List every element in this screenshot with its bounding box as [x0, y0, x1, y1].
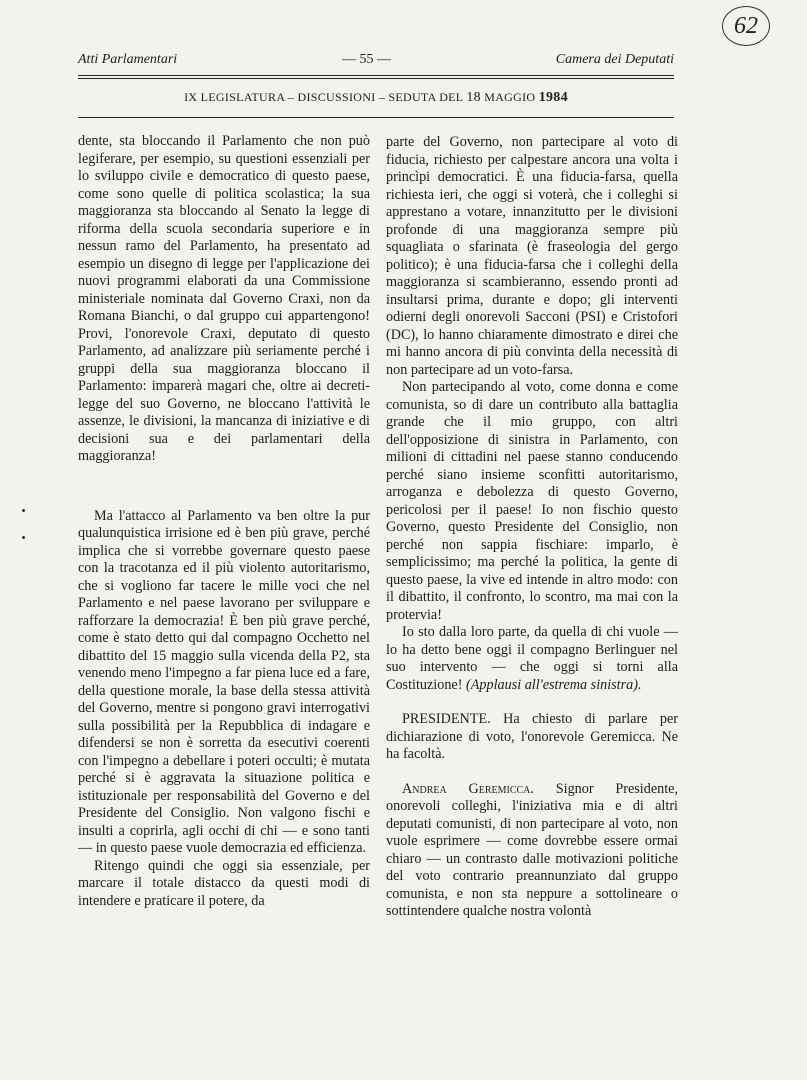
left-paragraph-1: dente, sta bloccando il Parlamento che non può legiferare, per esempio, su questioni essenziali per lo sviluppo civile e democratico di questo paese, come sono quelle di politica scolastica; la sua maggioranza sta bloccando al Senato la legge di riforma della scuola secondaria superiore e in nessun ramo del Parlamento, ha presentato ad esempio un disegno di legge per l'applicazione dei nuovi programmi elaborati da una Commissione ministeriale nominata dal Governo Craxi, non da Romana Bianchi, o dal gruppo cui appartengono! Provi, l'onorevole Craxi, deputato di questo Parlamento, ad analizzare più seriamente perché i gruppi della sua maggioranza bloccano il Parlamento: imparerà magari che, oltre ai decreti-legge del suo Governo, ne bloccano l'attività le assenze, le divisioni, la mancanza di iniziative e di decisioni sua e dei parlamentari della maggioranza!: [78, 133, 370, 464]
session-day: 18: [466, 90, 481, 105]
session-year: 1984: [538, 90, 568, 105]
right-paragraph-3: [386, 624, 678, 694]
right-paragraph-3-text: Io sto dalla loro parte, da quella di chi vuole — lo ha detto bene oggi il compagno Berlinguer nel suo intervento — che oggi si torni alla Costituzione!: [386, 624, 678, 693]
president-statement: PRESIDENTE. Ha chiesto di parlare per dichiarazione di voto, l'onorevole Geremicca. Ne ha facoltà.: [386, 711, 678, 762]
page-header: [78, 52, 674, 68]
margin-speck: [22, 509, 25, 512]
session-rule: [78, 117, 674, 118]
right-paragraph-2: Non partecipando al voto, come donna e come comunista, so di dare un contributo alla battaglia grande che il mio gruppo, con altri dell'opposizione di sinistra in Parlamento, con milioni di cittadini nel paese stanno conducendo perché siano insieme sconfitti autoritarismo, arroganza e debolezza di questo Governo, pericolosi per il paese! Io non fischio questo Governo, questo Presidente del Consiglio, non perché non sappia fischiare: imparlo, è semplicissimo; ma perché la politica, la gente di questo paese, la vive ed intende in altro modo: con il dibattito, il confronto, lo scontro, ma mai con la protervia!: [386, 379, 678, 623]
right-paragraph-1: parte del Governo, non partecipare al voto di fiducia, richiesto per calpestare ancora una volta i princìpi democratici. È una fiducia-farsa, quella richiesta ieri, che oggi si voterà, che i colleghi si apprestano a votare, innanzitutto per le divisioni profonde di una maggioranza sempre più squagliata o sfarinata (è fraseologia del gergo politico); è una fiducia-farsa che i colleghi della maggioranza si scambieranno, essendo pronti ad insultarsi prima, durante e dopo; gli interventi odierni degli onorevoli Sacconi (PSI) e Cristofori (DC), lo hanno chiaramente dimostrato e direi che mi hanno ancora di più convinta della necessità di non partecipare ad un voto-farsa.: [386, 134, 678, 378]
margin-speck: [22, 536, 25, 539]
header-rule-top: [78, 75, 674, 76]
left-paragraph-3: Ritengo quindi che oggi sia essenziale, per marcare il totale distacco da questi modi di intendere e praticare il potere, da: [78, 857, 370, 909]
left-column: [78, 133, 370, 910]
header-left: Atti Parlamentari: [78, 52, 178, 67]
session-month: MAGGIO: [484, 90, 536, 104]
speaker-text: Signor Presidente, onorevoli colleghi, l'iniziativa mia e di altri deputati comunisti, di non partecipare al voto, non vuole esprimere — come dovrebbe essere ormai chiaro — un contrasto dalle motivazioni politiche del voto contrario preannunziato dal gruppo comunista, e non sta neppure a sottolineare o sottintendere qualche nostra volontà: [386, 780, 679, 919]
applause-note: (Applausi all'estrema sinistra).: [466, 676, 642, 693]
session-prefix: IX LEGISLATURA – DISCUSSIONI – SEDUTA DEL: [184, 90, 463, 104]
header-rule-bottom: [78, 78, 674, 79]
header-page-number: — 55 —: [341, 52, 391, 67]
left-paragraph-2: Ma l'attacco al Parlamento va ben oltre la pur qualunquistica irrisione ed è ben più grave, perché implica che si vorrebbe governare questo paese con la tracotanza ed il più violento autoritarismo, che si vogliono far tacere le mille voci che nel Parlamento e nel paese lavorano per sviluppare e rafforzare la democrazia! È ben più grave perché, come è stato detto qui dal compagno Occhetto nel dibattito del 15 maggio sulla vicenda della P2, sta venendo meno l'impegno a far piena luce ed a fare, della questione morale, la base della stessa attività del Governo, mentre si pongono gravi interrogativi sulla possibilità per la Repubblica di indagare e difendersi se non è sorretta da esecutivi coerenti con l'impegno a debellare i poteri occulti; è mutata perché si è aggravata la situazione politica e istituzionale per responsabilità del Governo e del Presidente del Consiglio. Non valgono fischi e insulti a coprirla, agli occhi di chi — e sono tanti — in questo paese vuole democrazia ed efficienza.: [78, 507, 370, 856]
speaker-paragraph: [386, 781, 678, 921]
speaker-name: Andrea Geremicca.: [402, 780, 534, 797]
handwritten-page-stamp: 62: [722, 6, 770, 46]
right-column: [386, 134, 678, 921]
header-right: Camera dei Deputati: [555, 52, 674, 67]
session-line: [78, 90, 674, 106]
